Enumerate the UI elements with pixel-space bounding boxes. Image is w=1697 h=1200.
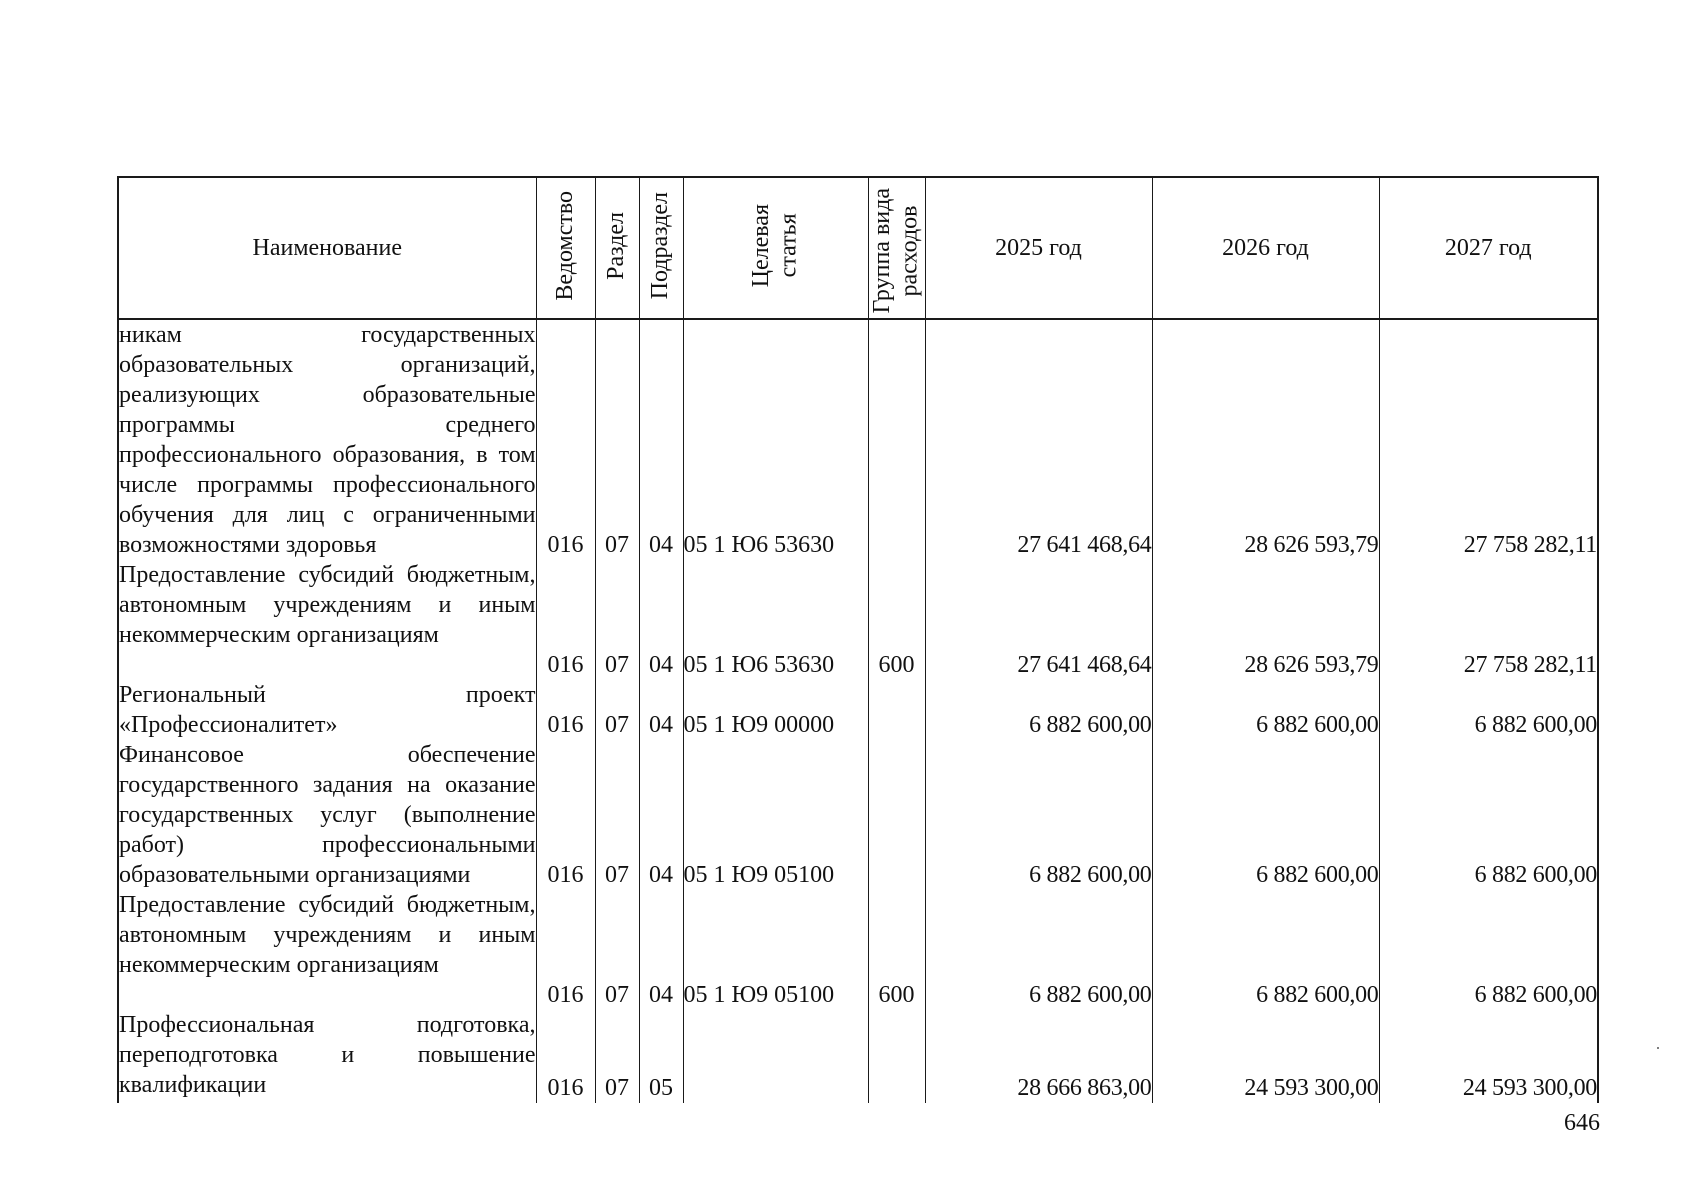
- row-year-2025: 27 641 468,64: [925, 319, 1152, 560]
- row-year-2025: 6 882 600,00: [925, 740, 1152, 890]
- row-section: 07: [595, 560, 639, 680]
- row-target-article: 05 1 Ю6 53630: [683, 319, 868, 560]
- row-section: 07: [595, 740, 639, 890]
- row-expense-group: [868, 1010, 925, 1103]
- row-subsection: 04: [639, 560, 683, 680]
- header-expense-group: [868, 177, 925, 319]
- row-subsection: 04: [639, 890, 683, 1010]
- header-department-label: Ведомство: [551, 190, 578, 301]
- row-year-2025: 6 882 600,00: [925, 680, 1152, 740]
- header-row: [118, 177, 1598, 319]
- row-department: 016: [536, 319, 595, 560]
- row-name: Профессиональная подготовка, переподготовка и повышение квалификации: [118, 1010, 536, 1103]
- row-department: 016: [536, 560, 595, 680]
- row-expense-group: 600: [868, 560, 925, 680]
- table-row: [118, 560, 1598, 680]
- header-section: [595, 177, 639, 319]
- row-year-2027: 6 882 600,00: [1379, 680, 1598, 740]
- row-section: 07: [595, 680, 639, 740]
- header-year-2025: 2025 год: [925, 177, 1152, 319]
- table-row: [118, 740, 1598, 890]
- header-name: Наименование: [118, 177, 536, 319]
- row-subsection: 04: [639, 319, 683, 560]
- row-name: никам государственных образовательных организаций, реализующих образовательные программы среднего профессионального образования, в том числе программы профессионального обучения для лиц с ограниченными возможностями здоровья: [118, 319, 536, 560]
- table-row: [118, 680, 1598, 740]
- row-expense-group: [868, 680, 925, 740]
- row-section: 07: [595, 319, 639, 560]
- header-subsection-label: Подраздел: [647, 191, 674, 300]
- row-year-2027: 27 758 282,11: [1379, 319, 1598, 560]
- row-year-2027: 24 593 300,00: [1379, 1010, 1598, 1103]
- row-department: 016: [536, 680, 595, 740]
- row-target-article: 05 1 Ю6 53630: [683, 560, 868, 680]
- table-row: [118, 319, 1598, 560]
- row-year-2025: 6 882 600,00: [925, 890, 1152, 1010]
- row-year-2026: 6 882 600,00: [1152, 740, 1379, 890]
- row-section: 07: [595, 890, 639, 1010]
- header-year-2027: 2027 год: [1379, 177, 1598, 319]
- row-year-2026: 24 593 300,00: [1152, 1010, 1379, 1103]
- budget-table: [117, 176, 1599, 1103]
- row-year-2026: 6 882 600,00: [1152, 890, 1379, 1010]
- row-name: Предоставление субсидий бюджетным, автономным учреждениям и иным некоммерческим организациям: [118, 890, 536, 1010]
- scan-speck: [1657, 1047, 1659, 1049]
- row-target-article: 05 1 Ю9 00000: [683, 680, 868, 740]
- row-subsection: 05: [639, 1010, 683, 1103]
- table-row: [118, 1010, 1598, 1103]
- row-year-2026: 28 626 593,79: [1152, 560, 1379, 680]
- row-subsection: 04: [639, 740, 683, 890]
- row-expense-group: [868, 319, 925, 560]
- row-target-article: 05 1 Ю9 05100: [683, 740, 868, 890]
- header-subsection: [639, 177, 683, 319]
- row-subsection: 04: [639, 680, 683, 740]
- row-expense-group: [868, 740, 925, 890]
- page-number: 646: [1564, 1110, 1600, 1136]
- row-target-article: [683, 1010, 868, 1103]
- row-expense-group: 600: [868, 890, 925, 1010]
- row-year-2025: 27 641 468,64: [925, 560, 1152, 680]
- row-year-2026: 6 882 600,00: [1152, 680, 1379, 740]
- header-department: [536, 177, 595, 319]
- row-name: Финансовое обеспечение государственного задания на оказание государственных услуг (выполнение работ) профессиональными образовательными организациями: [119, 742, 536, 888]
- header-target-article-label: Целевая статья: [747, 203, 802, 288]
- row-section: 07: [595, 1010, 639, 1103]
- row-name: Предоставление субсидий бюджетным, автономным учреждениям и иным некоммерческим организациям: [118, 560, 536, 680]
- header-year-2026: 2026 год: [1152, 177, 1379, 319]
- header-expense-group-label: Группа вида расходов: [868, 187, 923, 313]
- row-year-2025: 28 666 863,00: [925, 1010, 1152, 1103]
- header-section-label: Раздел: [603, 211, 630, 280]
- row-year-2027: 6 882 600,00: [1379, 890, 1598, 1010]
- row-target-article: 05 1 Ю9 05100: [683, 890, 868, 1010]
- table-row: [118, 890, 1598, 1010]
- row-department: 016: [536, 740, 595, 890]
- row-year-2026: 28 626 593,79: [1152, 319, 1379, 560]
- header-target-article: [683, 177, 868, 319]
- row-year-2027: 27 758 282,11: [1379, 560, 1598, 680]
- row-name: Региональный проект «Профессионалитет»: [119, 682, 536, 738]
- row-department: 016: [536, 1010, 595, 1103]
- row-year-2027: 6 882 600,00: [1379, 740, 1598, 890]
- row-department: 016: [536, 890, 595, 1010]
